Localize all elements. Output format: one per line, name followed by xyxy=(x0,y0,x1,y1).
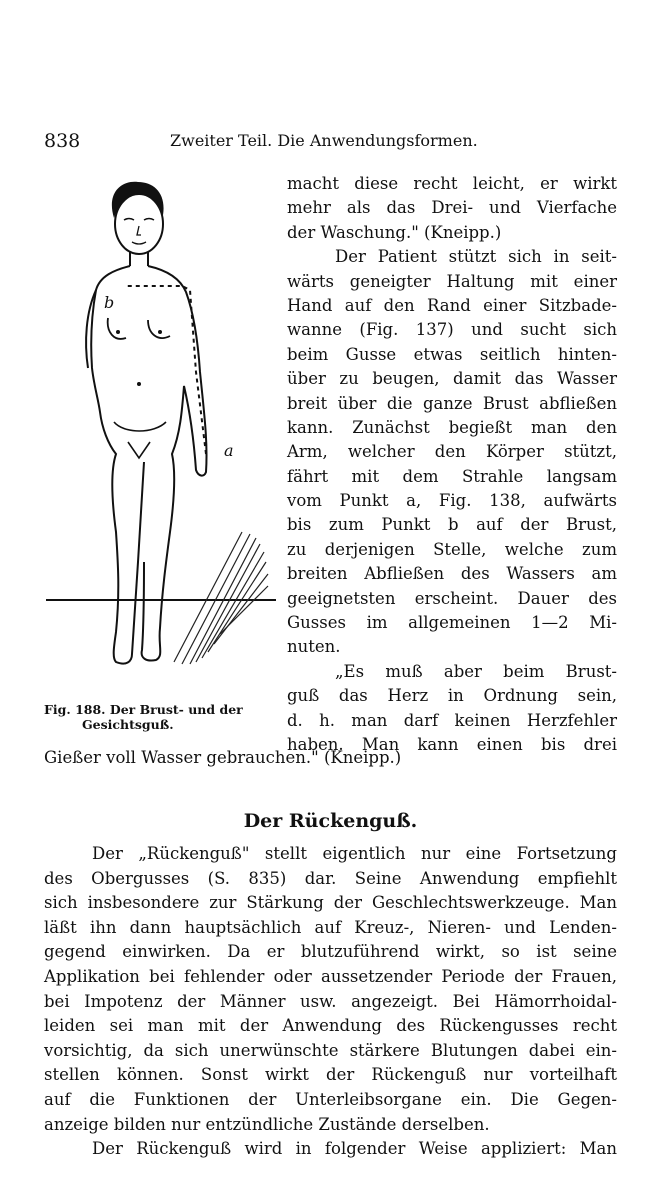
body-text xyxy=(44,842,617,1162)
figure-label-a: a xyxy=(224,441,234,460)
text-line: Applikation bei fehlender oder aussetzender Periode der Frauen, xyxy=(44,966,617,986)
text-line: bis zum Punkt b auf der Brust, xyxy=(287,515,617,535)
text-line: stellen können. Sonst wirkt der Rückenguß nur vorteilhaft xyxy=(44,1065,617,1085)
text-line: Gießer voll Wasser gebrauchen." (Kneipp.) xyxy=(44,748,402,767)
text-line: beim Gusse etwas seitlich hinten- xyxy=(287,344,617,364)
text-line: sich insbesondere zur Stärkung der Geschlechtswerkzeuge. Man xyxy=(44,893,617,913)
text-line: guß das Herz in Ordnung sein, xyxy=(287,686,617,706)
caption-text-2: Gesichtsguß. xyxy=(82,717,174,732)
figure-drawing xyxy=(44,172,280,692)
text-line: zu derjenigen Stelle, welche zum xyxy=(287,539,617,559)
text-line: wärts geneigter Haltung mit einer xyxy=(287,271,617,291)
caption-text-1: Der Brust- und der xyxy=(109,702,243,717)
text-line: fährt mit dem Strahle langsam xyxy=(287,466,617,486)
figure-illustration xyxy=(44,172,280,692)
text-line: Der Rückenguß wird in folgender Weise appliziert: Man xyxy=(92,1139,617,1159)
text-line: der Waschung." (Kneipp.) xyxy=(287,222,502,242)
section-heading: Der Rückenguß. xyxy=(243,810,418,832)
running-title: Zweiter Teil. Die Anwendungsformen. xyxy=(170,131,478,150)
text-line: läßt ihn dann hauptsächlich auf Kreuz-, Nieren- und Lenden- xyxy=(44,917,617,937)
text-line: des Obergusses (S. 835) dar. Seine Anwendung empfiehlt xyxy=(44,868,617,888)
text-line: leiden sei man mit der Anwendung des Rückengusses recht xyxy=(44,1016,617,1036)
text-line: Hand auf den Rand einer Sitzbade- xyxy=(287,295,617,315)
text-line: Der „Rückenguß" stellt eigentlich nur eine Fortsetzung xyxy=(92,844,617,863)
page-number: 838 xyxy=(44,130,81,152)
text-line: Der Patient stützt sich in seit- xyxy=(335,247,617,267)
text-line: über zu beugen, damit das Wasser xyxy=(287,369,617,389)
text-line: nuten. xyxy=(287,637,341,657)
text-line: auf die Funktionen der Unterleibsorgane ein. Die Gegen- xyxy=(44,1089,617,1109)
text-line: gegend einwirken. Da er blutzuführend wirkt, so ist seine xyxy=(44,942,617,962)
figure-caption xyxy=(44,702,280,732)
text-line: d. h. man darf keinen Herzfehler xyxy=(287,710,617,730)
figure-label-b: b xyxy=(104,293,115,312)
text-line: vom Punkt a, Fig. 138, aufwärts xyxy=(287,491,617,511)
text-line: „Es muß aber beim Brust- xyxy=(335,661,617,681)
text-line: bei Impotenz der Männer usw. angezeigt. Bei Hämorrhoidal- xyxy=(44,991,617,1011)
caption-number: Fig. 188. xyxy=(44,702,106,717)
text-line: kann. Zunächst begießt man den xyxy=(287,417,617,437)
text-line: breit über die ganze Brust abfließen xyxy=(287,393,617,413)
full-width-text xyxy=(44,746,617,770)
right-column-text xyxy=(287,172,617,757)
text-line: wanne (Fig. 137) und sucht sich xyxy=(287,320,617,340)
text-line: breiten Abfließen des Wassers am xyxy=(287,564,617,584)
text-line: geeignetsten erscheint. Dauer des xyxy=(287,588,617,608)
text-line: mehr als das Drei- und Vierfache xyxy=(287,198,617,218)
text-line: macht diese recht leicht, er wirkt xyxy=(287,174,617,193)
text-line: haben. Man kann einen bis drei xyxy=(287,734,617,754)
text-line: Arm, welcher den Körper stützt, xyxy=(287,442,617,462)
text-line: anzeige bilden nur entzündliche Zustände derselben. xyxy=(44,1114,490,1134)
text-line: Gusses im allgemeinen 1—2 Mi- xyxy=(287,613,617,633)
text-line: vorsichtig, da sich unerwünschte stärkere Blutungen dabei ein- xyxy=(44,1040,617,1060)
